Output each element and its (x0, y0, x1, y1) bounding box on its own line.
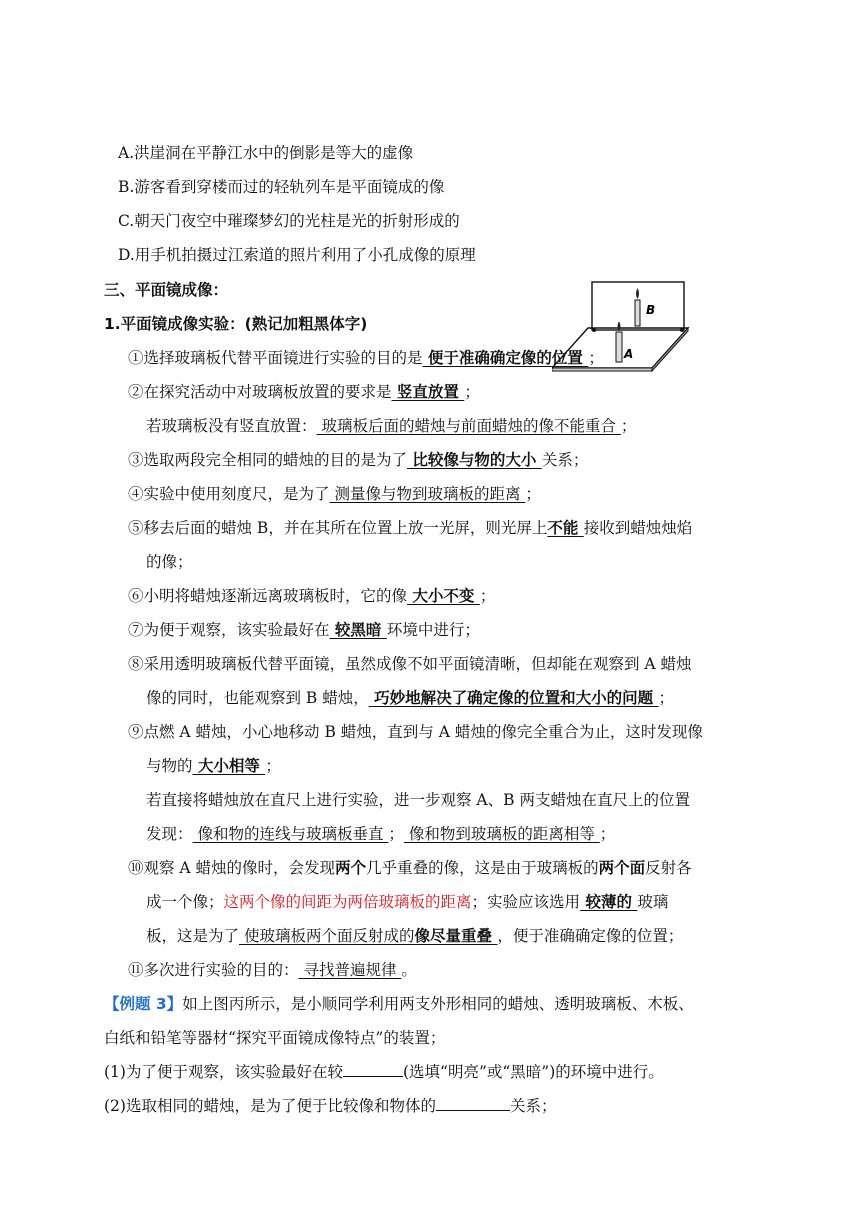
item-5-answer: 不能 (547, 519, 584, 537)
question-2-end: 关系； (509, 1097, 557, 1115)
item-10-answer: 较薄的 (580, 893, 638, 911)
item-2b (146, 416, 636, 436)
item-9b-text: 发现： (146, 825, 193, 843)
figure-label-a: A (624, 347, 634, 361)
item-10-text-a: ⑩观察 A 蜡烛的像时，会发现 (128, 859, 336, 877)
item-10-line2 (146, 892, 668, 912)
item-9b-answer-2: 像和物到玻璃板的距离相等 (403, 825, 600, 843)
item-11 (128, 960, 417, 980)
item-1-end: ； (588, 349, 604, 367)
item-8-end: ； (658, 689, 675, 707)
item-8-line1: ⑧采用透明玻璃板代替平面镜，虽然成像不如平面镜清晰，但却能在观察到 A 蜡烛 (128, 655, 692, 673)
item-2-end: ； (464, 383, 480, 401)
option-c: C.朝天门夜空中璀璨梦幻的光柱是光的折射形成的 (118, 212, 460, 230)
item-3 (128, 450, 588, 470)
item-10-text-b: 几乎重叠的像，这是由于玻璃板的 (366, 859, 599, 877)
option-d: D.用手机拍摄过江索道的照片利用了小孔成像的原理 (118, 246, 476, 264)
item-2 (128, 382, 480, 402)
example-line1 (104, 994, 694, 1014)
option-a: A.洪崖洞在平静江水中的倒影是等大的虚像 (118, 144, 414, 162)
item-3-text: ③选取两段完全相同的蜡烛的目的是为了 (128, 451, 408, 469)
item-2b-end: ； (620, 417, 637, 435)
item-5-cont: 的像； (146, 553, 193, 571)
example-question-1 (104, 1062, 664, 1082)
item-4-end: ； (525, 485, 541, 503)
item-6-answer: 大小不变 (407, 587, 480, 605)
option-b: B.游客看到穿楼而过的轻轨列车是平面镜成的像 (118, 178, 445, 196)
item-9-text: 与物的 (146, 757, 193, 775)
item-10-line3 (146, 926, 683, 946)
item-10-text-f: 玻璃 (637, 893, 669, 911)
item-5-text: ⑤移去后面的蜡烛 B，并在其所在位置上放一光屏，则光屏上 (128, 519, 548, 537)
item-10-red-note: 这两个像的间距为两倍玻璃板的距离 (223, 893, 472, 911)
item-2b-text: 若玻璃板没有竖直放置： (146, 417, 317, 435)
item-9-end: ； (265, 757, 281, 775)
item-9-answer: 大小相等 (192, 757, 266, 775)
item-5 (128, 518, 692, 538)
item-7 (128, 620, 480, 640)
item-4 (128, 484, 541, 504)
item-4-answer: 测量像与物到玻璃板的距离 (329, 485, 526, 503)
question-2-text: (2)选取相同的蜡烛，是为了便于比较像和物体的 (104, 1097, 436, 1115)
item-3-answer: 比较像与物的大小 (407, 451, 542, 469)
item-9b-answer-1: 像和物的连线与玻璃板垂直 (192, 825, 389, 843)
item-9b-line2 (146, 824, 615, 844)
item-11-end: 。 (401, 961, 417, 979)
section-title: 三、平面镜成像： (104, 281, 229, 299)
item-8-answer: 巧妙地解决了确定像的位置和大小的问题 (368, 689, 659, 707)
item-2-text: ②在探究活动中对玻璃板放置的要求是 (128, 383, 392, 401)
item-4-text: ④实验中使用刻度尺，是为了 (128, 485, 330, 503)
item-6-end: ； (479, 587, 496, 605)
item-1-text: ①选择玻璃板代替平面镜进行实验的目的是 (128, 349, 423, 367)
example-line2: 白纸和铅笔等器材“探究平面镜成像特点”的装置； (104, 1029, 446, 1047)
item-9b-sep: ； (388, 825, 404, 843)
example-tag: 【例题 3】 (104, 995, 183, 1013)
question-1-end: (选填“明亮”或“黑暗”)的环境中进行。 (402, 1063, 664, 1081)
example-question-2 (104, 1096, 556, 1116)
item-11-answer: 寻找普遍规律 (298, 961, 402, 979)
item-6-text: ⑥小明将蜡烛逐渐远离玻璃板时，它的像 (128, 587, 408, 605)
question-1-blank[interactable] (343, 1062, 403, 1077)
item-10-text-d: 成一个像； (146, 893, 224, 911)
figure-label-b: B (646, 303, 656, 317)
item-3-end: 关系； (541, 451, 589, 469)
item-8-text: 像的同时，也能观察到 B 蜡烛， (146, 689, 369, 707)
item-6 (128, 586, 495, 606)
item-9b-end: ； (599, 825, 616, 843)
example-intro: 如上图丙所示，是小顺同学利用两支外形相同的蜡烛、透明玻璃板、木板、 (182, 995, 694, 1013)
question-1-text: (1)为了便于观察，该实验最好在较 (104, 1063, 343, 1081)
item-10-bold-a: 两个 (335, 859, 367, 877)
item-7-answer: 较黑暗 (329, 621, 387, 639)
item-10-text-c: 反射各 (645, 859, 692, 877)
item-9-line2 (146, 756, 281, 776)
item-1 (128, 348, 604, 368)
item-11-text: ⑪多次进行实验的目的： (128, 961, 299, 979)
item-7-text: ⑦为便于观察，该实验最好在 (128, 621, 330, 639)
item-10-answer-2b: 像尽量重叠 (414, 927, 498, 945)
item-10-text-e: ；实验应该选用 (471, 893, 581, 911)
item-10-bold-b: 两个面 (598, 859, 646, 877)
item-5-end: 接收到蜡烛烛焰 (583, 519, 693, 537)
item-9b-line1: 若直接将蜡烛放在直尺上进行实验，进一步观察 A、B 两支蜡烛在直尺上的位置 (146, 791, 690, 809)
section-subtitle: 1.平面镜成像实验：(熟记加粗黑体字) (104, 315, 368, 333)
item-7-end: 环境中进行； (386, 621, 480, 639)
item-10-answer-2a: 使玻璃板两个面反射成的 (239, 927, 415, 945)
item-1-answer: 便于准确确定像的位置 (422, 349, 589, 367)
item-10-line1 (128, 858, 692, 878)
item-2b-answer: 玻璃板后面的蜡烛与前面蜡烛的像不能重合 (316, 417, 621, 435)
question-2-blank[interactable] (436, 1096, 510, 1111)
item-8-line2 (146, 688, 674, 708)
item-10-text-g: 板，这是为了 (146, 927, 240, 945)
item-9-line1: ⑨点燃 A 蜡烛，小心地移动 B 蜡烛，直到与 A 蜡烛的像完全重合为止，这时发现像 (128, 723, 703, 741)
item-2-answer: 竖直放置 (391, 383, 465, 401)
item-10-text-h: ，便于准确确定像的位置； (497, 927, 684, 945)
